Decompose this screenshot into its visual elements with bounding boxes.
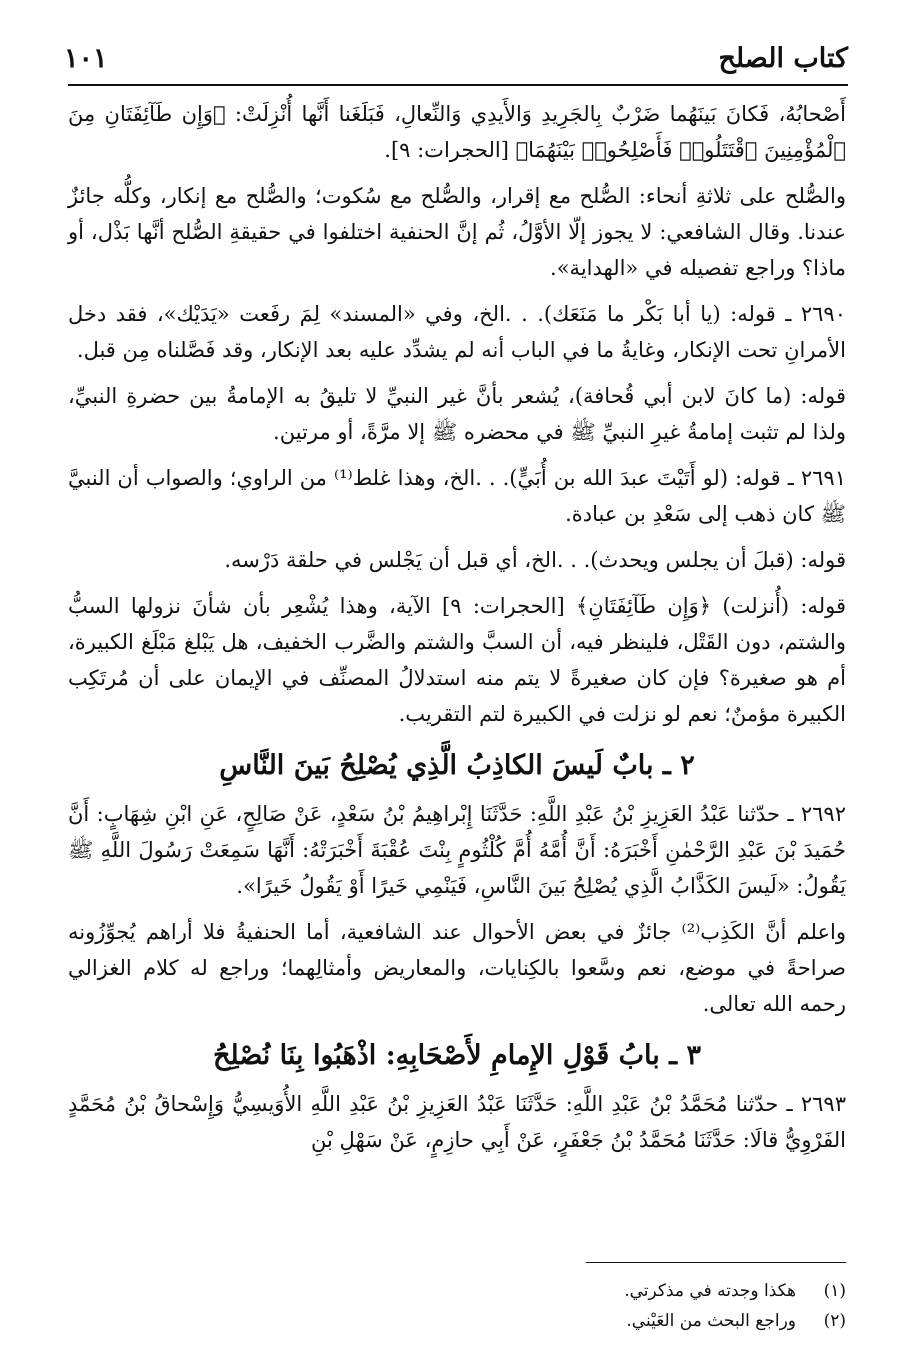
paragraph: قوله: (قبلَ أن يجلس ويحدث). . .الخ، أي قبل أن يَجْلس في حلقة دَرْسه. xyxy=(224,548,846,572)
main-text xyxy=(68,96,846,1168)
footnote-marker: (١) xyxy=(823,1281,846,1301)
paragraph: قوله: (أُنزلت) ﴿وَإِن طَآئِفَتَانِ﴾ [الحجرات: ٩] الآية، وهذا يُشْعِر بأن شأنَ نزولها السبُّ والشتم، دون القَتْل، فلينظر فيه، أن السبَّ والشتم والضَّرب الخفيف، هل يَبْلغ مَبْلَغ الكبيرة، أم هو صغيرة؟ فإن كان صغيرةً لا يتم منه استدلالُ المصنِّف في الإيمان على أن مُرتَكِب الكبيرة مؤمنٌ؛ نعم لو نزلت في الكبيرة لتم التقريب. xyxy=(68,594,846,726)
paragraph: ٢٦٩٠ ـ قوله: (يا أبا بَكْر ما مَنَعَك). . .الخ، وفي «المسند» لِمَ رفَعت «يَدَيْك»، فقد دخل الأمرانِ تحت الإنكار، وغايةُ ما في الباب أنه لم يشدِّد عليه بعد الإنكار، وقد فَصَّلناه مِن قبل. xyxy=(68,302,846,362)
page-number: ١٠١ xyxy=(64,43,108,74)
paragraph: والصُّلح على ثلاثةِ أنحاء: الصُّلح مع إقرار، والصُّلح مع سُكوت؛ والصُّلح مع إنكار، وكلُّه جائزٌ عندنا. وقال الشافعي: لا يجوز إلّا الأوَّلُ، ثُم إنَّ الحنفية اختلفوا في حقيقةِ الصُّلح أنَّها بَذْل، أو ماذا؟ وراجع تفصيله في «الهداية». xyxy=(68,184,846,280)
paragraph: ٢٦٩١ ـ قوله: (لو أَتَيْتَ عبدَ الله بن أُبَيٍّ). . .الخ، وهذا غلط⁽¹⁾ من الراوي؛ والصواب أن النبيَّ ﷺ كان ذهب إلى سَعْدِ بن عبادة. xyxy=(68,466,846,526)
page-header xyxy=(64,36,848,74)
hadith-paragraph: ٢٦٩٢ ـ حدّثنا عَبْدُ العَزِيزِ بْنُ عَبْدِ اللَّهِ: حَدَّثَنَا إِبْراهِيمُ بْنُ سَعْدٍ، عَنْ صَالِحٍ، عَنِ ابْنِ شِهَابٍ: أَنَّ حُمَيدَ بْنَ عَبْدِ الرَّحْمٰنِ أَخْبَرَهُ: أَنَّ أُمَّهُ أُمَّ كُلْثُومٍ بِنْتَ عُقْبَةَ أَخْبَرَتْهُ: أَنَّهَا سَمِعَتْ رَسُولَ اللَّهِ ﷺ يَقُولُ: «لَيسَ الكَذَّابُ الَّذِي يُصْلِحُ بَينَ النَّاسِ، فَيَنْمِي خَيرًا أَوْ يَقُولُ خَيرًا». xyxy=(68,802,846,898)
footnote-rule xyxy=(586,1262,846,1263)
footnotes xyxy=(68,1276,846,1336)
book-title: كتاب الصلح xyxy=(718,43,848,74)
paragraph: قوله: (ما كانَ لابن أبي قُحافة)، يُشعر بأنَّ غير النبيِّ لا تليقُ به الإمامةُ بين حضرةِ النبيِّ، ولذا لم تثبت إمامةُ غيرِ النبيِّ ﷺ في محضره ﷺ إلا مرَّةً، أو مرتين. xyxy=(68,384,846,444)
chapter-heading: ٣ ـ بابُ قَوْلِ الإِمامِ لأَصْحَابِهِ: اذْهَبُوا بِنَا نُصْلِحُ xyxy=(212,1040,702,1071)
hadith-paragraph: ٢٦٩٣ ـ حدّثنا مُحَمَّدُ بْنُ عَبْدِ اللَّهِ: حَدَّثَنَا عَبْدُ العَزِيزِ بْنُ عَبْدِ اللَّهِ الأُوَيسِيُّ وَإِسْحاقُ بْنُ مُحَمَّدٍ الفَرْوِيُّ قالَا: حَدَّثَنَا مُحَمَّدُ بْنُ جَعْفَرٍ، عَنْ أَبِي حازِمٍ، عَنْ سَهْلِ بْنِ xyxy=(68,1092,846,1152)
header-rule xyxy=(68,84,848,86)
footnote xyxy=(68,1276,846,1306)
footnote-marker: (٢) xyxy=(823,1311,846,1331)
paragraph: واعلم أنَّ الكَذِب⁽²⁾ جائزٌ في بعض الأحوال عند الشافعية، أما الحنفيةُ فلا أراهم يُجوِّزُونه صراحةً في موضع، نعم وسَّعوا بالكِنايات، والمعاريض وأمثالِهما؛ وراجع له كلام الغزالي رحمه الله تعالى. xyxy=(68,920,846,1016)
chapter-heading: ٢ ـ بابٌ لَيسَ الكاذِبُ الَّذِي يُصْلِحُ بَينَ النَّاسِ xyxy=(219,750,695,781)
footnote-text: وراجع البحث من العَيْني. xyxy=(626,1311,796,1331)
footnote xyxy=(68,1306,846,1336)
footnote-text: هكذا وجدته في مذكرتي. xyxy=(624,1281,796,1301)
paragraph: أَصْحابُهُ، فَكانَ بَينَهُما ضَرْبٌ بِالجَرِيدِ وَالأَيدِي وَالنِّعالِ، فَبَلَغَنا أَنَّها أُنْزِلَتْ: ﴿وَإِن طَآئِفَتَانِ مِنَ ٱلْمُؤْمِنِينَ ٱقْتَتَلُوا۟ فَأَصْلِحُوا۟ بَيْنَهُمَا﴾ [الحجرات: ٩]. xyxy=(68,102,846,162)
